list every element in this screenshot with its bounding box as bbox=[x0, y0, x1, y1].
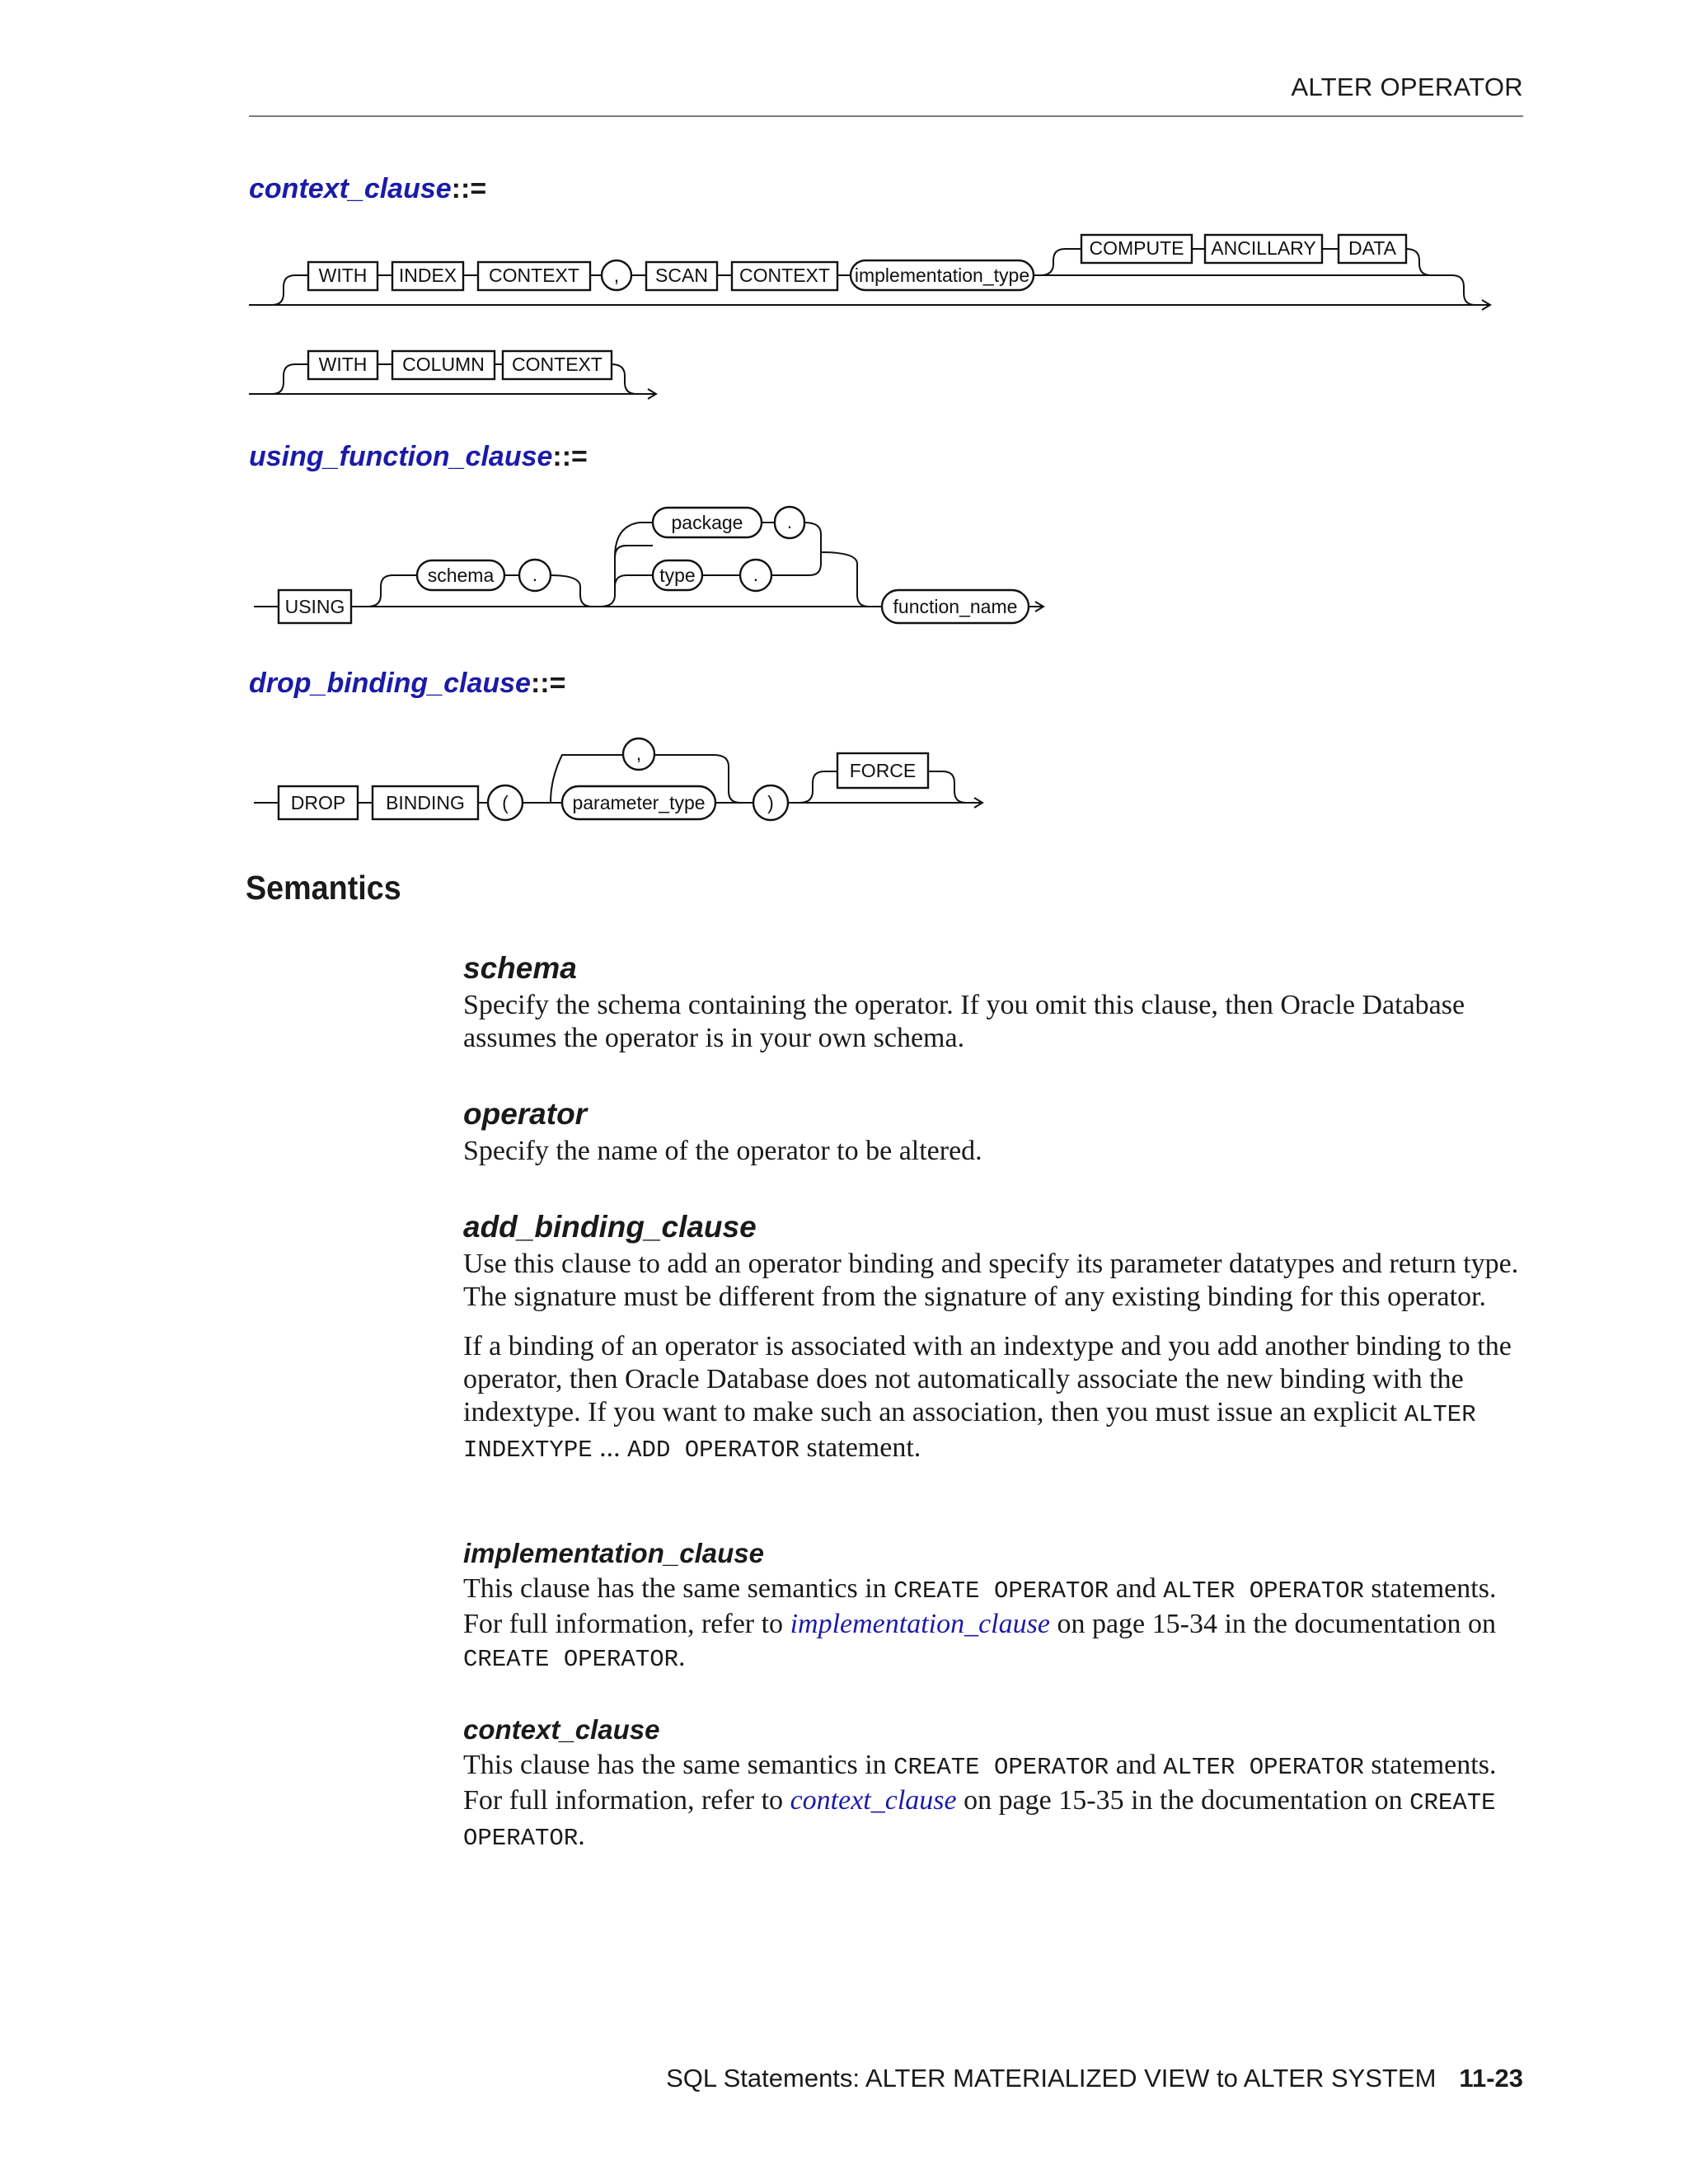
code-add-operator: ADD OPERATOR bbox=[627, 1436, 799, 1464]
section-operator-title: operator bbox=[463, 1097, 588, 1131]
kw-index bbox=[392, 262, 463, 290]
sym-dot-package bbox=[775, 507, 804, 538]
svg-text:CONTEXT: CONTEXT bbox=[489, 265, 579, 286]
section-implementation-clause bbox=[463, 1535, 1526, 1676]
section-schema bbox=[463, 948, 1526, 1055]
sym-dot-type bbox=[740, 560, 771, 591]
kw-scan bbox=[646, 262, 717, 290]
kw-using bbox=[279, 590, 351, 623]
kw-data bbox=[1339, 235, 1406, 263]
using-function-clause-name: using_function_clause bbox=[249, 441, 553, 472]
kw-context-row2 bbox=[503, 351, 612, 379]
svg-text:BINDING: BINDING bbox=[386, 792, 465, 813]
sym-comma bbox=[602, 260, 631, 290]
kw-context-2 bbox=[732, 262, 837, 290]
drop-binding-clause-title bbox=[249, 668, 565, 700]
rail-optional-up bbox=[1040, 249, 1081, 275]
kw-ancillary bbox=[1205, 235, 1322, 263]
rail-branch-down bbox=[1452, 275, 1475, 305]
svg-text:parameter_type: parameter_type bbox=[572, 792, 706, 813]
svg-text:CONTEXT: CONTEXT bbox=[739, 265, 830, 286]
kw-column bbox=[392, 351, 495, 379]
svg-text:WITH: WITH bbox=[318, 265, 368, 286]
svg-text:schema: schema bbox=[427, 565, 495, 586]
section-operator bbox=[463, 1094, 1526, 1168]
sym-lparen bbox=[488, 785, 523, 820]
using-function-clause-diagram bbox=[0, 486, 1688, 643]
kw-force bbox=[837, 753, 928, 788]
section-context-clause bbox=[463, 1711, 1526, 1855]
section-implementation-body: This clause has the same semantics in CREATE OPERATOR and ALTER OPERATOR statements. For full information, refer to implementation_clause on page 15-34 in the documentation on CREATE OPERATOR. bbox=[463, 1573, 1497, 1673]
code-alter-indextype: ALTER INDEXTYPE bbox=[463, 1401, 1476, 1464]
sym-rparen bbox=[753, 785, 788, 820]
header-rule bbox=[249, 115, 1523, 117]
svg-text:.: . bbox=[532, 564, 538, 585]
rail-pkgtype-left bbox=[615, 546, 626, 587]
section-add-binding-title: add_binding_clause bbox=[463, 1210, 757, 1244]
page-number: 11-23 bbox=[1459, 2064, 1523, 2093]
kw-compute bbox=[1081, 235, 1192, 263]
svg-text:DROP: DROP bbox=[290, 792, 346, 813]
section-schema-title: schema bbox=[463, 951, 577, 985]
drop-binding-clause-name: drop_binding_clause bbox=[249, 668, 531, 699]
drop-binding-clause-diagram bbox=[0, 717, 1688, 841]
section-add-binding-p2: If a binding of an operator is associated with an indextype and you add another binding to the operator, then Oracle Database does not automatically associate the new binding with the indextype. If you want to make such an association, then you must issue an explicit ALTER INDEXTYPE ... ADD OPERATOR statement. bbox=[463, 1331, 1512, 1464]
semantics-heading: Semantics bbox=[246, 869, 401, 907]
svg-text:INDEX: INDEX bbox=[398, 265, 457, 286]
svg-text:DATA: DATA bbox=[1348, 237, 1396, 259]
using-function-clause-op: ::= bbox=[552, 441, 588, 472]
running-header: ALTER OPERATOR bbox=[1291, 73, 1523, 101]
section-context-body: This clause has the same semantics in CREATE OPERATOR and ALTER OPERATOR statements. For full information, refer to context_clause on page 15-35 in the documentation on CREATE OPERATOR. bbox=[463, 1750, 1497, 1852]
context-clause-link[interactable]: context_clause bbox=[790, 1785, 957, 1816]
kw-binding bbox=[373, 786, 478, 819]
section-schema-body: Specify the schema containing the operator. If you omit this clause, then Oracle Database assumes the operator is in your own schema. bbox=[463, 990, 1465, 1053]
svg-text:,: , bbox=[635, 743, 642, 764]
nt-package bbox=[653, 508, 762, 537]
nt-implementation-type bbox=[851, 260, 1034, 290]
svg-text:type: type bbox=[659, 565, 696, 586]
page-footer bbox=[249, 2064, 1523, 2093]
section-add-binding-p1: Use this clause to add an operator binding and specify its parameter datatypes and return type. The signature must be different from the signature of any existing binding for this operator. bbox=[463, 1249, 1519, 1312]
svg-text:ANCILLARY: ANCILLARY bbox=[1211, 237, 1316, 259]
svg-text:.: . bbox=[753, 564, 759, 585]
footer-title: SQL Statements: ALTER MATERIALIZED VIEW to ALTER SYSTEM bbox=[666, 2064, 1437, 2093]
sym-comma bbox=[623, 738, 654, 770]
svg-text:.: . bbox=[786, 511, 793, 532]
rail-package-top bbox=[615, 523, 653, 557]
sym-dot-schema bbox=[519, 560, 551, 591]
drop-binding-clause-op: ::= bbox=[530, 668, 566, 699]
svg-text:USING: USING bbox=[284, 596, 345, 617]
svg-text:,: , bbox=[613, 265, 620, 286]
context-clause-name: context_clause bbox=[249, 173, 452, 204]
kw-drop bbox=[279, 786, 358, 819]
section-add-binding-clause bbox=[463, 1207, 1526, 1467]
svg-text:implementation_type: implementation_type bbox=[854, 265, 1030, 286]
implementation-clause-link[interactable]: implementation_clause bbox=[790, 1609, 1050, 1639]
rail-branch-up bbox=[272, 275, 308, 305]
nt-type bbox=[653, 560, 702, 590]
svg-text:(: ( bbox=[502, 792, 509, 813]
nt-schema bbox=[417, 560, 504, 590]
nt-parameter-type bbox=[562, 786, 715, 819]
using-function-clause-title bbox=[249, 441, 588, 473]
svg-text:): ) bbox=[767, 792, 774, 813]
kw-context bbox=[478, 262, 590, 290]
nt-function-name bbox=[882, 590, 1029, 623]
svg-text:WITH: WITH bbox=[318, 354, 368, 375]
section-implementation-title: implementation_clause bbox=[463, 1538, 764, 1568]
section-context-title: context_clause bbox=[463, 1714, 660, 1745]
svg-text:COMPUTE: COMPUTE bbox=[1089, 237, 1184, 259]
svg-text:CONTEXT: CONTEXT bbox=[512, 354, 603, 375]
kw-with-row2 bbox=[308, 351, 377, 379]
context-clause-op: ::= bbox=[451, 173, 487, 204]
svg-text:package: package bbox=[671, 512, 743, 533]
svg-text:SCAN: SCAN bbox=[655, 265, 708, 286]
section-operator-body: Specify the name of the operator to be altered. bbox=[463, 1136, 982, 1166]
context-clause-title bbox=[249, 173, 486, 205]
svg-text:function_name: function_name bbox=[893, 596, 1018, 617]
context-clause-diagram bbox=[0, 223, 1688, 412]
svg-text:COLUMN: COLUMN bbox=[402, 354, 485, 375]
kw-with bbox=[308, 262, 377, 290]
svg-text:FORCE: FORCE bbox=[849, 760, 917, 781]
